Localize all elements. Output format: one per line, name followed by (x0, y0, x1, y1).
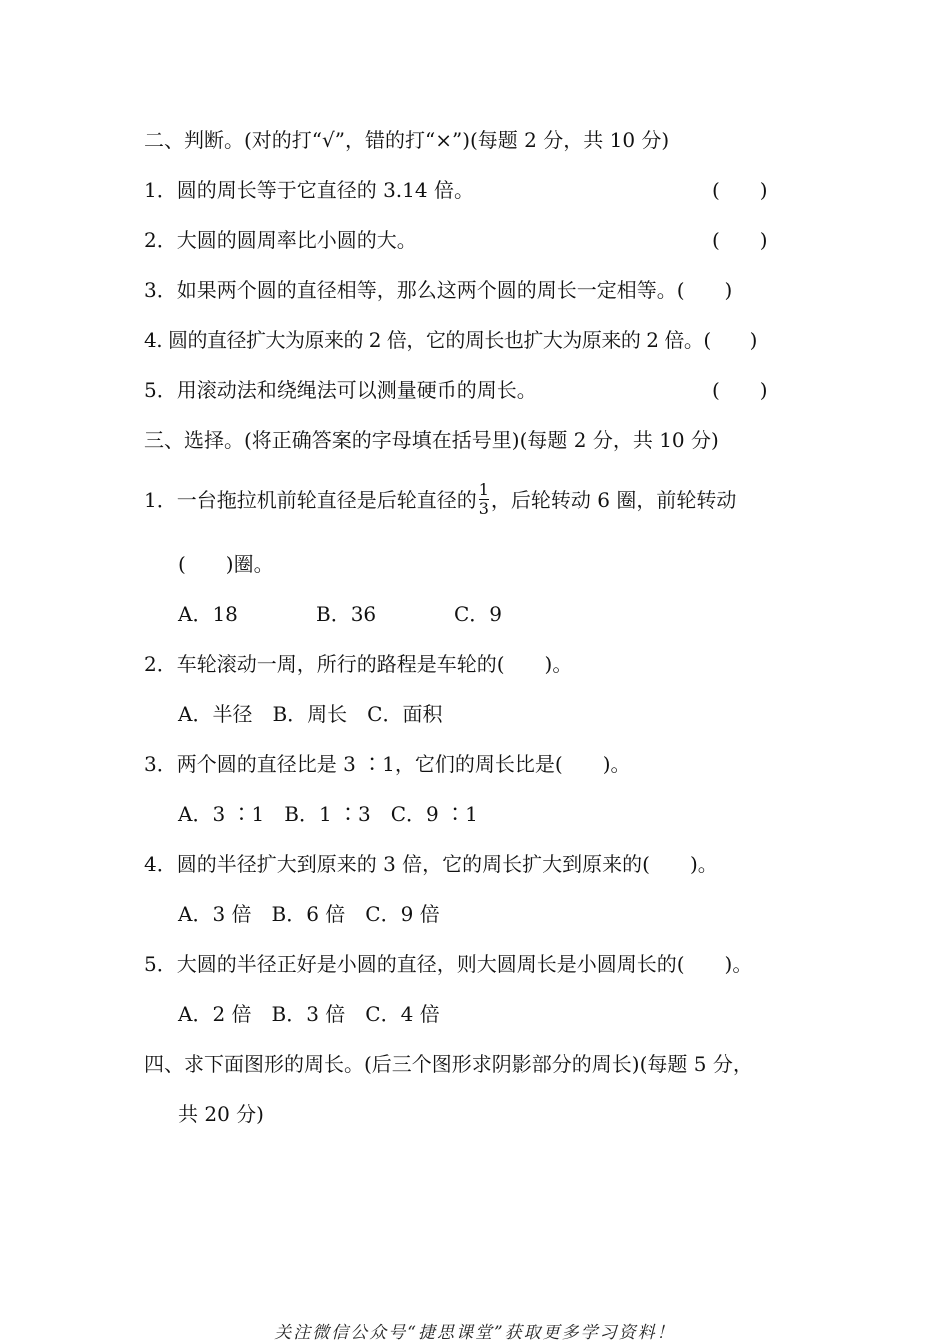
choice-q3: 3．两个圆的直径比是 3 ∶1，它们的周长比是( )。 (144, 752, 631, 776)
fraction-one-third (479, 481, 489, 518)
judge-item-3: 3．如果两个圆的直径相等，那么这两个圆的周长一定相等。( ) (144, 278, 733, 302)
choice-q2: 2．车轮滚动一周，所行的路程是车轮的( )。 (144, 652, 573, 676)
judge-item-5: 5．用滚动法和绕绳法可以测量硬币的周长。 (144, 378, 537, 402)
judge-item-2-answer[interactable]: ( ) (712, 228, 768, 252)
perimeter-section-title: 四、求下面图形的周长。(后三个图形求阴影部分的周长)(每题 5 分， (144, 1052, 753, 1076)
choice-q5: 5．大圆的半径正好是小圆的直径，则大圆周长是小圆周长的( )。 (144, 952, 753, 976)
judge-item-1-answer[interactable]: ( ) (712, 178, 768, 202)
choice-q1 (144, 480, 736, 520)
judge-section-title: 二、判断。(对的打“√”，错的打“×”)(每题 2 分，共 10 分) (144, 128, 670, 152)
judge-item-5-answer[interactable]: ( ) (712, 378, 768, 402)
fraction-denominator: 3 (478, 499, 489, 518)
choice-q1-text-before: 1．一台拖拉机前轮直径是后轮直径的 (144, 488, 477, 512)
choice-q4-options: A．3 倍 B．6 倍 C．9 倍 (178, 902, 440, 926)
choice-q2-options: A．半径 B．周长 C．面积 (178, 702, 443, 726)
choice-q1-option-b: B．36 (316, 602, 377, 626)
choice-q1-text-after: ，后轮转动 6 圈，前轮转动 (490, 488, 737, 512)
footer-promo: 关注微信公众号“捷思课堂”获取更多学习资料！ (274, 1323, 676, 1343)
judge-item-1: 1．圆的周长等于它直径的 3.14 倍。 (144, 178, 474, 202)
choice-q5-options: A．2 倍 B．3 倍 C．4 倍 (178, 1002, 440, 1026)
judge-item-4: 4. 圆的直径扩大为原来的 2 倍，它的周长也扩大为原来的 2 倍。( ) (144, 328, 757, 352)
choice-q1-option-a: A．18 (178, 602, 238, 626)
perimeter-section-title-line2: 共 20 分) (178, 1102, 264, 1126)
choice-q1-line2: ( )圈。 (178, 552, 274, 576)
choice-q4: 4．圆的半径扩大到原来的 3 倍，它的周长扩大到原来的( )。 (144, 852, 718, 876)
choice-section-title: 三、选择。(将正确答案的字母填在括号里)(每题 2 分，共 10 分) (144, 428, 719, 452)
choice-q3-options: A．3 ∶1 B．1 ∶3 C．9 ∶1 (178, 802, 478, 826)
fraction-numerator: 1 (478, 480, 489, 499)
choice-q1-option-c: C．9 (454, 602, 503, 626)
judge-item-2: 2．大圆的圆周率比小圆的大。 (144, 228, 417, 252)
